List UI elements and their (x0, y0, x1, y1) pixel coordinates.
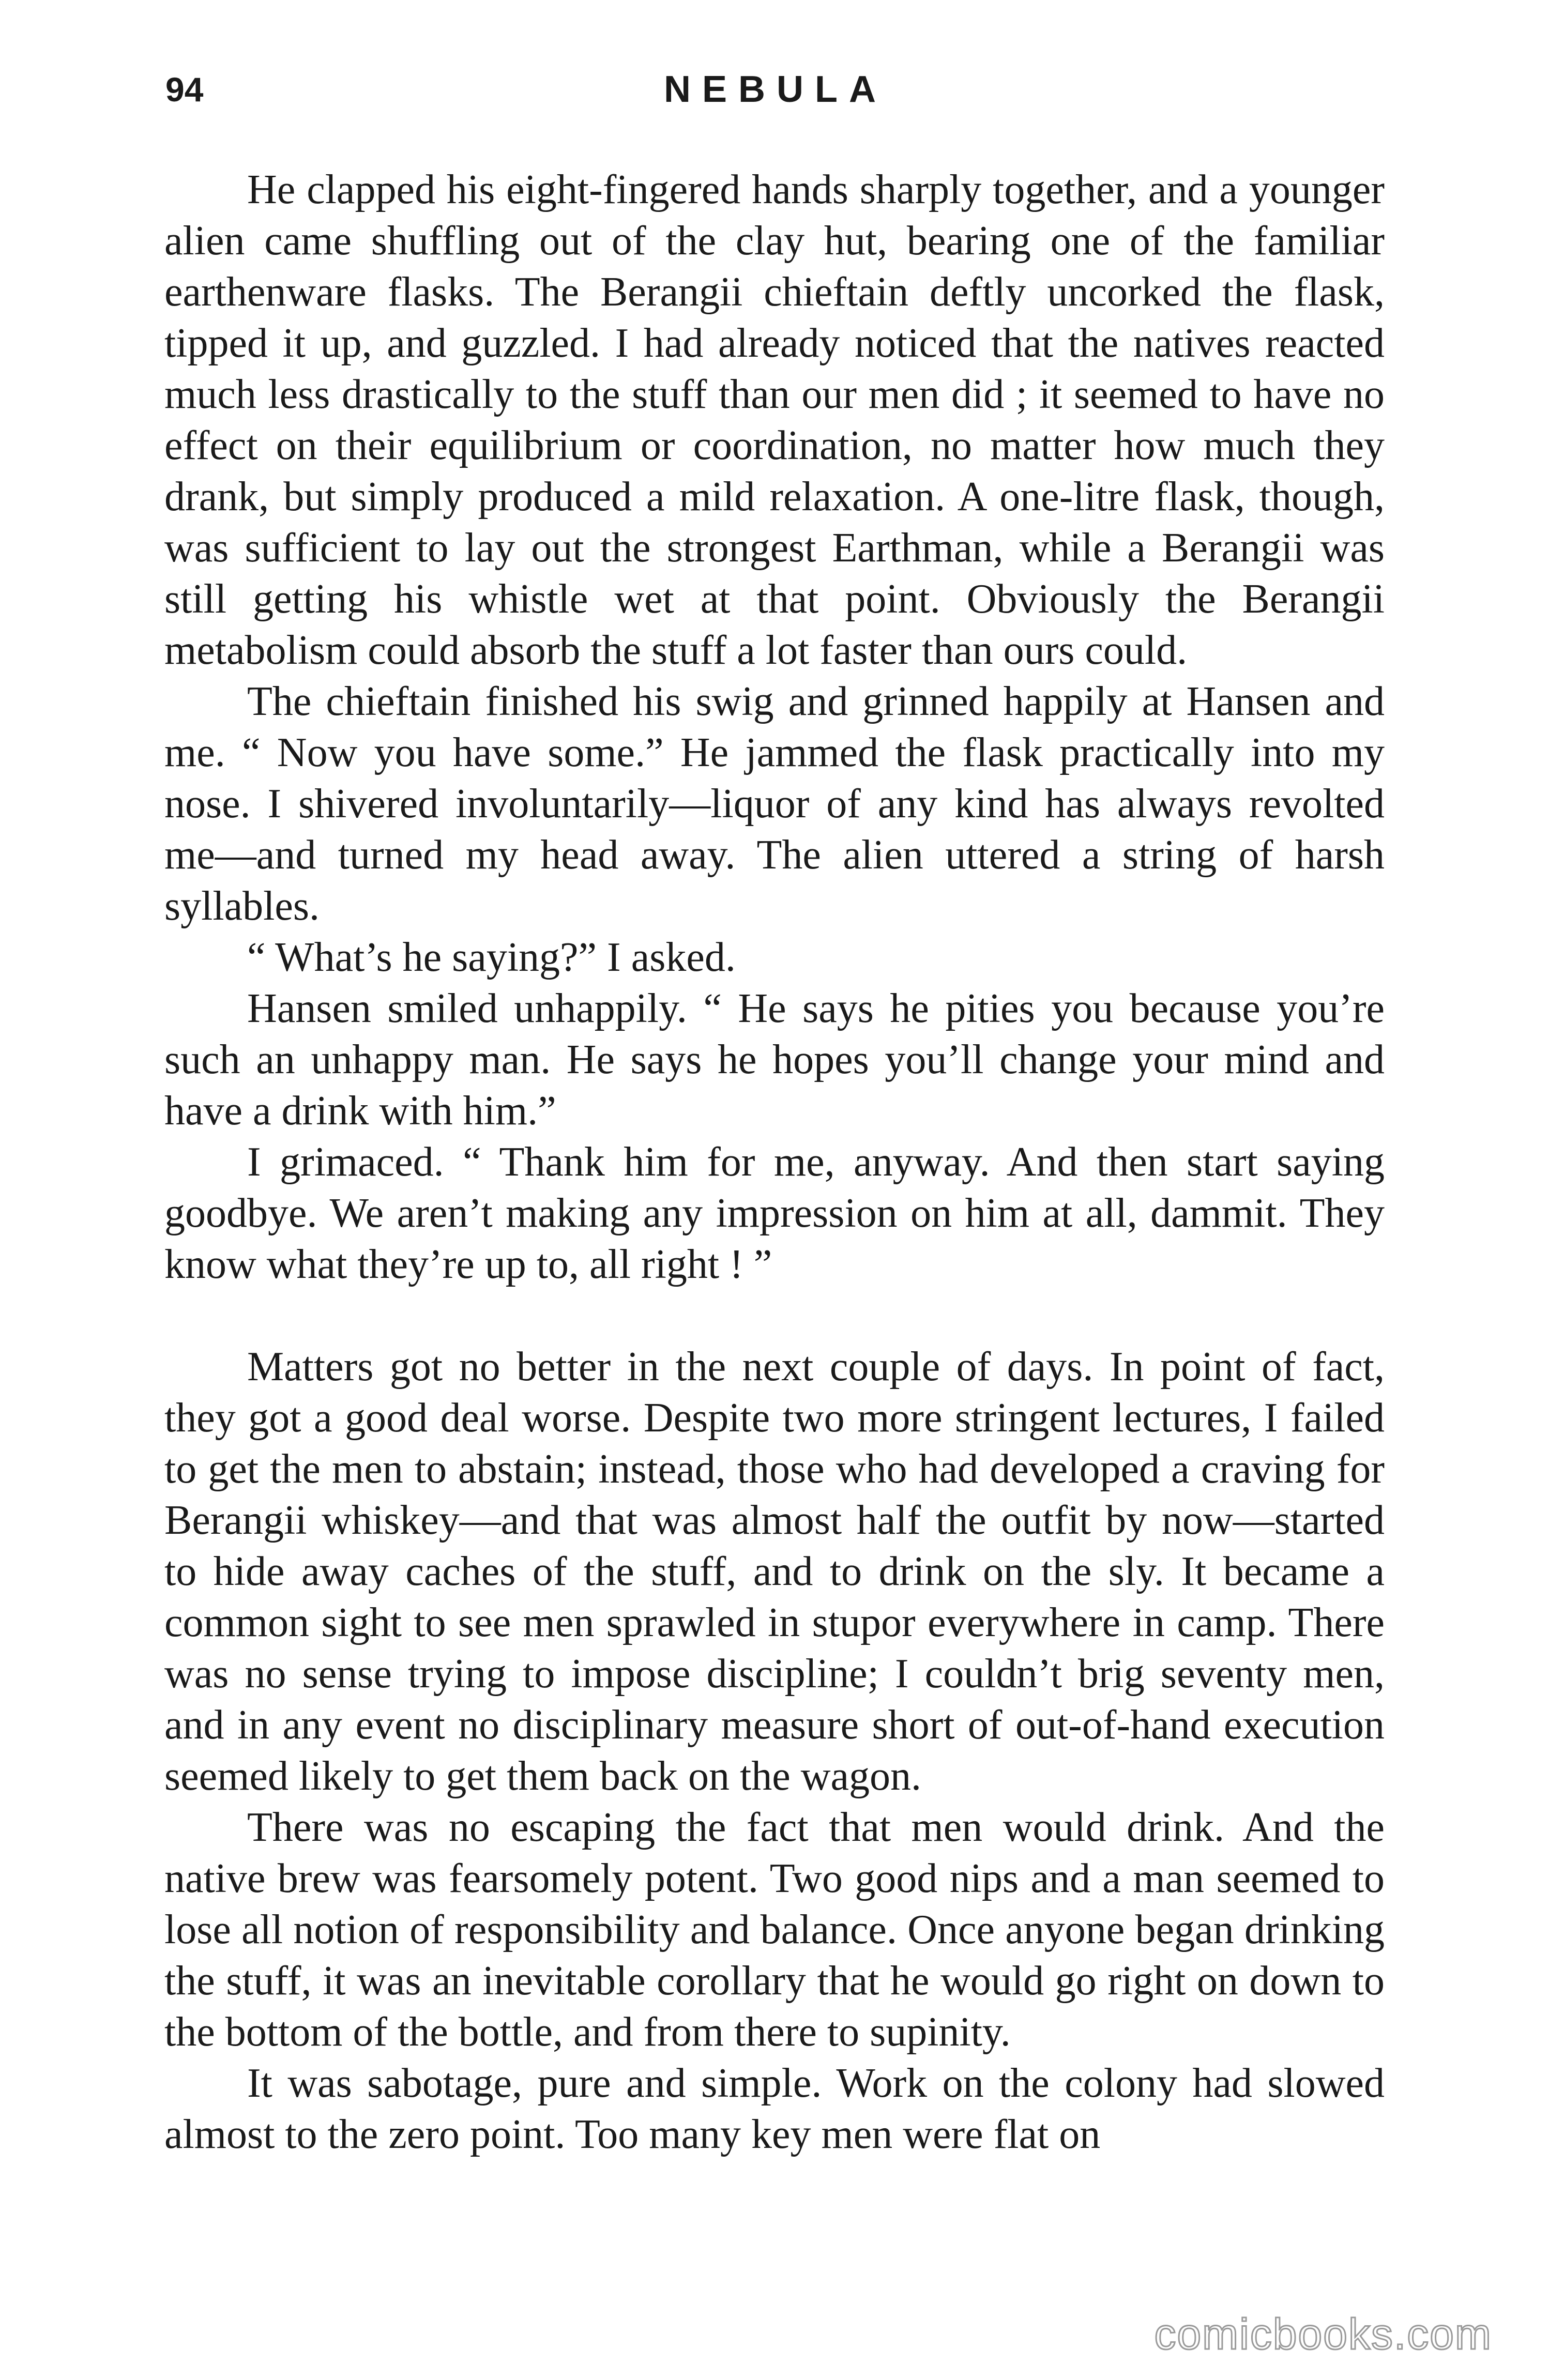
paragraph: Hansen smiled unhappily. “ He says he pities you because you’re such an unhappy man. He says he hopes you’ll change your mind and have a drink with him.” (164, 986, 1385, 1134)
paragraph: There was no escaping the fact that men would drink. And the native brew was fearsomely potent. Two good nips and a man seemed to lose all notion of responsibility and balance. Once anyone began drinking the stuff, it was an inevitable corollary that he would go right on down to the bottom of the bottle, and from there to supinity. (164, 1805, 1385, 2055)
page-number: 94 (165, 70, 204, 109)
paragraph: The chieftain finished his swig and grinned happily at Hansen and me. “ Now you have some.” He jammed the flask practically into my nose. I shivered involuntarily—liquor of any kind has always revolted me—and turned my head away. The alien uttered a string of harsh syllables. (164, 679, 1385, 929)
watermark: comicbooks.com (1154, 2310, 1492, 2358)
paragraph: “ What’s he saying?” I asked. (247, 935, 736, 980)
page-header (165, 61, 1386, 118)
body-text (164, 164, 1385, 2160)
running-title: NEBULA (664, 69, 887, 110)
paragraph: I grimaced. “ Thank him for me, anyway. And then start saying goodbye. We aren’t making any impression on him at all, dammit. They know what they’re up to, all right ! ” (164, 1139, 1385, 1287)
paragraph: He clapped his eight-fingered hands sharply together, and a younger alien came shuffling out of the clay hut, bearing one of the familiar earthenware flasks. The Berangii chieftain deftly uncorked the flask, tipped it up, and guzzled. I had already noticed that the natives reacted much less drastically to the stuff than our men did ; it seemed to have no effect on their equilibrium or coordination, no matter how much they drank, but simply produced a mild relaxation. A one-litre flask, though, was sufficient to lay out the strongest Earthman, while a Berangii was still getting his whistle wet at that point. Obviously the Berangii metabolism could absorb the stuff a lot faster than ours could. (164, 167, 1385, 673)
paragraph: Matters got no better in the next couple of days. In point of fact, they got a good deal worse. Despite two more stringent lectures, I failed to get the men to abstain; instead, those who had developed a craving for Berangii whiskey—and that was almost half the outfit by now—started to hide away caches of the stuff, and to drink on the sly. It became a common sight to see men sprawled in stupor everywhere in camp. There was no sense trying to impose discipline; I couldn’t brig seventy men, and in any event no disciplinary measure short of out-of-hand execution seemed likely to get them back on the wagon. (164, 1344, 1385, 1799)
paragraph: It was sabotage, pure and simple. Work on the colony had slowed almost to the zero point. Too many key men were flat on (164, 2061, 1385, 2157)
